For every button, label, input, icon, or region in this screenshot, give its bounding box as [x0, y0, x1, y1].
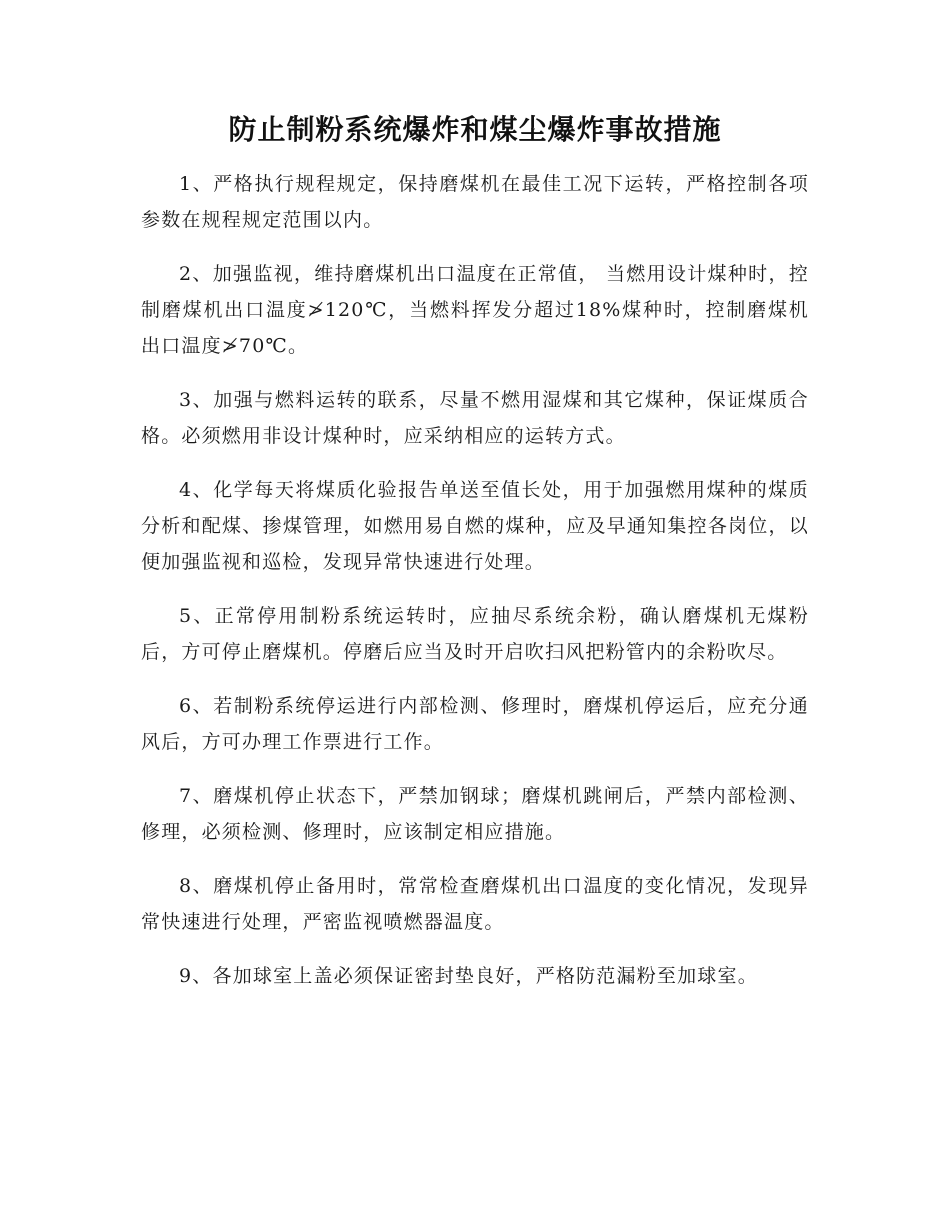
- paragraph-7: 7、磨煤机停止状态下，严禁加钢球；磨煤机跳闸后，严禁内部检测、修理，必须检测、修理时，应该制定相应措施。: [141, 785, 809, 843]
- paragraph-3: 3、加强与燃料运转的联系，尽量不燃用湿煤和其它煤种，保证煤质合格。必须燃用非设计煤种时，应采纳相应的运转方式。: [141, 389, 809, 447]
- paragraph-8: 8、磨煤机停止备用时，常常检查磨煤机出口温度的变化情况，发现异常快速进行处理，严密监视喷燃器温度。: [141, 875, 809, 933]
- paragraph-2: 2、加强监视，维持磨煤机出口温度在正常值， 当燃用设计煤种时，控制磨煤机出口温度≯120℃，当燃料挥发分超过18%煤种时，控制磨煤机出口温度≯70℃。: [141, 263, 809, 357]
- paragraph-1: 1、严格执行规程规定，保持磨煤机在最佳工况下运转，严格控制各项参数在规程规定范围以内。: [141, 173, 809, 231]
- paragraph-5: 5、正常停用制粉系统运转时，应抽尽系统余粉，确认磨煤机无煤粉后，方可停止磨煤机。停磨后应当及时开启吹扫风把粉管内的余粉吹尽。: [141, 605, 809, 663]
- paragraph-9: 9、各加球室上盖必须保证密封垫良好，严格防范漏粉至加球室。: [179, 965, 758, 987]
- paragraph-4: 4、化学每天将煤质化验报告单送至值长处，用于加强燃用煤种的煤质分析和配煤、掺煤管理，如燃用易自燃的煤种，应及早通知集控各岗位，以便加强监视和巡检，发现异常快速进行处理。: [141, 479, 809, 573]
- paragraph-6: 6、若制粉系统停运进行内部检测、修理时，磨煤机停运后，应充分通风后，方可办理工作票进行工作。: [141, 695, 809, 753]
- document-title: 防止制粉系统爆炸和煤尘爆炸事故措施: [228, 113, 722, 146]
- document-body: [141, 166, 809, 1012]
